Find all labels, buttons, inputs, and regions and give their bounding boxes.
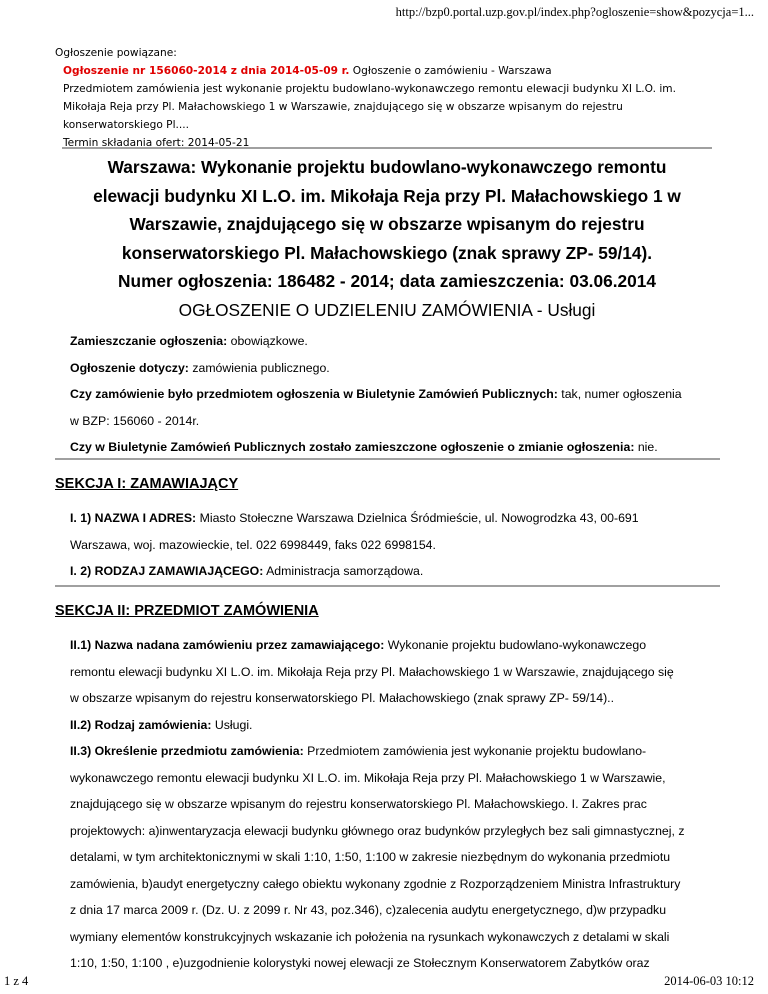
section-heading-2: SEKCJA II: PRZEDMIOT ZAMÓWIENIA	[55, 585, 720, 619]
notice-subtitle: OGŁOSZENIE O UDZIELENIU ZAMÓWIENIA - Usługi	[178, 299, 596, 320]
meta-row	[70, 434, 720, 461]
related-desc-line: Mikołaja Reja przy Pl. Małachowskiego 1 w Warszawie, znajdującego się w obszarze wpisanym do rejestru	[63, 101, 623, 113]
related-desc-line: konserwatorskiego Pl....	[63, 119, 189, 131]
notice-meta	[70, 328, 720, 461]
field-row: w obszarze wpisanym do rejestru konserwatorskiego Pl. Małachowskiego (znak sprawy ZP- 59/14)..	[70, 691, 615, 705]
field-row: zamówienia, b)audyt energetyczny całego obiektu wykonany zgodnie z Rozporządzeniem Ministra Infrastruktury	[70, 876, 681, 891]
related-deadline: Termin składania ofert: 2014-05-21	[63, 137, 250, 149]
field-row	[70, 712, 720, 739]
meta-row: w BZP: 156060 - 2014r.	[70, 413, 200, 428]
field-row: wymiany elementów konstrukcyjnych wskazanie ich położenia na rysunkach wykonawczych z detalami w skali	[70, 929, 670, 944]
field-row	[70, 558, 720, 585]
section1-content	[70, 505, 720, 585]
meta-label: Zamieszczanie ogłoszenia:	[70, 334, 228, 348]
field-row: detalami, w tym architektonicznymi w skali 1:10, 1:50, 1:100 w zakresie niezbędnym do wykonania przedmiotu	[70, 850, 671, 864]
field-row	[70, 632, 720, 659]
meta-value: tak, numer ogłoszenia	[561, 387, 682, 401]
field-value: Usługi.	[214, 717, 253, 732]
field-label: I. 2) RODZAJ ZAMAWIAJĄCEGO:	[70, 564, 264, 578]
related-notice-link[interactable]: Ogłoszenie nr 156060-2014 z dnia 2014-05-09 r.	[63, 65, 350, 77]
field-label: II.1) Nazwa nadana zamówieniu przez zamawiającego:	[70, 638, 385, 652]
title-line: Warszawie, znajdującego się w obszarze wpisanym do rejestru	[129, 214, 645, 234]
title-line: elewacji budynku XI L.O. im. Mikołaja Reja przy Pl. Małachowskiego 1 w	[93, 185, 681, 206]
field-row: wykonawczego remontu elewacji budynku XI L.O. im. Mikołaja Reja przy Pl. Małachowskiego 1 w Warszawie,	[70, 770, 666, 785]
field-row	[70, 738, 720, 765]
field-row: znajdującego się w obszarze wpisanym do rejestru konserwatorskiego Pl. Małachowskiego. I. Zakres prac	[70, 797, 647, 811]
field-row: projektowych: a)inwentaryzacja elewacji budynku głównego oraz budynków przyległych bez sali gimnastycznej, z	[70, 823, 685, 838]
meta-row	[70, 355, 720, 382]
field-row: 1:10, 1:50, 1:100 , e)uzgodnienie kolorystyki nowej elewacji ze Stołecznym Konserwatorem Zabytków oraz	[70, 956, 650, 970]
meta-label: Czy w Biuletynie Zamówień Publicznych zostało zamieszczone ogłoszenie o zmianie ogłoszenia:	[70, 440, 635, 454]
title-line: Warszawa: Wykonanie projektu budowlano-wykonawczego remontu	[107, 157, 667, 177]
print-datetime: 2014-06-03 10:12	[664, 974, 754, 988]
meta-value: obowiązkowe.	[230, 334, 308, 348]
field-row	[70, 505, 720, 532]
notice-title	[62, 147, 712, 324]
section2-content	[70, 632, 720, 977]
meta-label: Ogłoszenie dotyczy:	[70, 360, 189, 375]
field-row: z dnia 17 marca 2009 r. (Dz. U. z 2099 r. Nr 43, poz.346), c)zalecenia audytu energetycznego, d)w przypadku	[70, 903, 667, 917]
field-row: remontu elewacji budynku XI L.O. im. Mikołaja Reja przy Pl. Małachowskiego 1 w Warszawie, znajdującego się	[70, 664, 674, 679]
field-label: I. 1) NAZWA I ADRES:	[70, 511, 197, 525]
section-heading-1: SEKCJA I: ZAMAWIAJĄCY	[55, 458, 720, 492]
meta-label: Czy zamówienie było przedmiotem ogłoszenia w Biuletynie Zamówień Publicznych:	[70, 387, 558, 401]
field-label: II.2) Rodzaj zamówienia:	[70, 717, 212, 732]
meta-row	[70, 328, 720, 355]
field-value: Wykonanie projektu budowlano-wykonawczego	[387, 638, 647, 652]
related-label: Ogłoszenie powiązane:	[55, 47, 177, 59]
print-url-header: http://bzp0.portal.uzp.gov.pl/index.php?ogloszenie=show&pozycja=1...	[395, 5, 754, 19]
meta-value: nie.	[637, 440, 658, 454]
related-notice-line	[63, 62, 705, 80]
meta-value: zamówienia publicznego.	[192, 360, 330, 375]
related-desc-line: Przedmiotem zamówienia jest wykonanie projektu budowlano-wykonawczego remontu elewacji budynku XI L.O. im.	[63, 83, 676, 95]
related-notice	[55, 44, 705, 152]
field-value: Przedmiotem zamówienia jest wykonanie projektu budowlano-	[307, 744, 647, 758]
field-value: Administracja samorządowa.	[266, 564, 424, 578]
title-line: konserwatorskiego Pl. Małachowskiego (znak sprawy ZP- 59/14).	[121, 242, 653, 263]
field-label: II.3) Określenie przedmiotu zamówienia:	[70, 744, 304, 758]
meta-row	[70, 381, 720, 408]
page-counter: 1 z 4	[4, 974, 29, 988]
field-row: Warszawa, woj. mazowieckie, tel. 022 6998449, faks 022 6998154.	[70, 537, 436, 552]
related-notice-type: Ogłoszenie o zamówieniu - Warszawa	[352, 65, 552, 77]
notice-number: Numer ogłoszenia: 186482 - 2014; data zamieszczenia: 03.06.2014	[118, 271, 656, 291]
field-value: Miasto Stołeczne Warszawa Dzielnica Śródmieście, ul. Nowogrodzka 43, 00-691	[199, 511, 639, 525]
